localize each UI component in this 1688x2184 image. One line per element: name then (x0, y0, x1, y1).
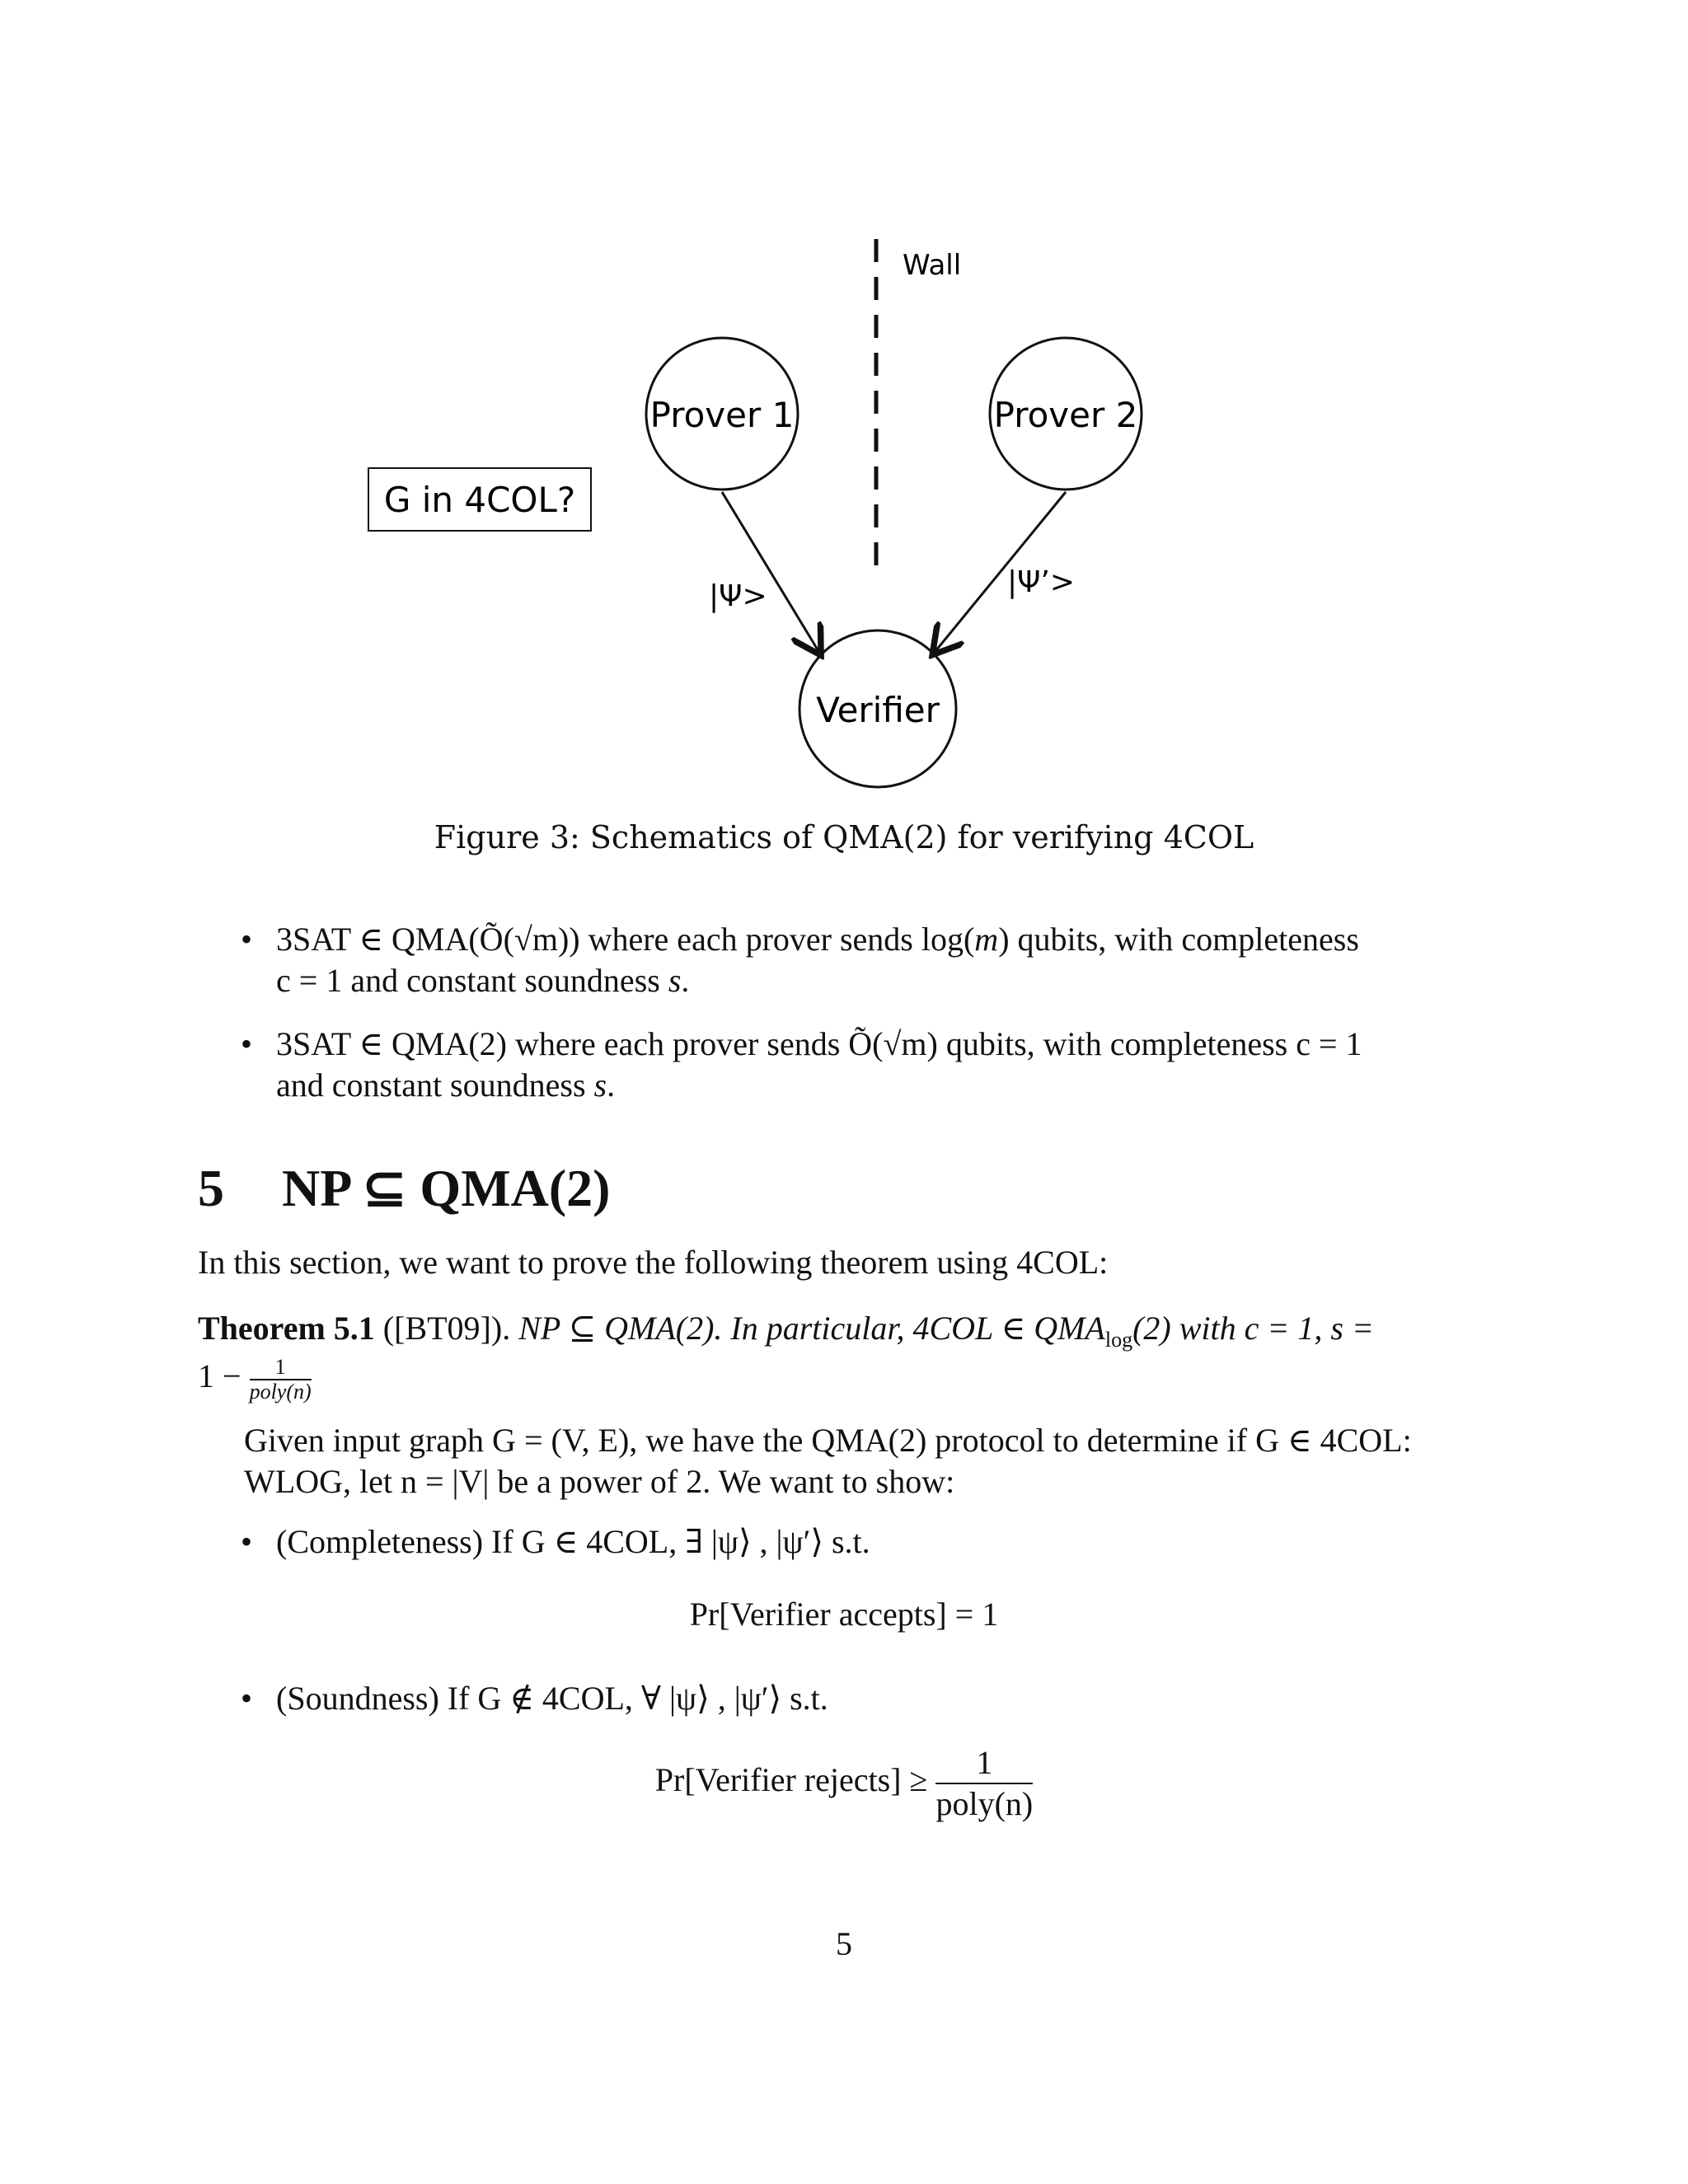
completeness-item: (Completeness) If G ∈ 4COL, ∃ |ψ⟩ , |ψ′⟩ s.t. (276, 1523, 870, 1560)
soundness-item: (Soundness) If G ∉ 4COL, ∀ |ψ⟩ , |ψ′⟩ s.t. (276, 1680, 828, 1717)
figure-caption: Figure 3: Schematics of QMA(2) for verifying 4COL (434, 819, 1254, 855)
bullet-dot: • (241, 1025, 253, 1062)
given-paragraph: Given input graph G = (V, E), we have the QMA(2) protocol to determine if G ∈ 4COL: WLOG, let n = |V| be a power of 2. We want to show: (244, 1422, 1412, 1500)
page-number: 5 (836, 1925, 852, 1962)
psi-prime-label: |Ψ’> (1007, 565, 1076, 599)
verifier-label: Verifier (816, 690, 940, 730)
theorem-label: Theorem 5.1 (198, 1310, 375, 1347)
psi-label: |Ψ> (709, 579, 767, 613)
question-text: G in 4COL? (383, 480, 576, 520)
arrow-prover1-to-verifier (722, 492, 818, 651)
section-number: 5 (198, 1159, 224, 1217)
bullet-3sat-2: 3SAT ∈ QMA(2) where each prover sends Õ(√m) qubits, with completeness c = 1 and constant soundness s. (276, 1025, 1362, 1104)
completeness-equation: Pr[Verifier accepts] = 1 (689, 1596, 999, 1633)
theorem-5-1: Theorem 5.1 ([BT09]). NP ⊆ QMA(2). In particular, 4COL ∈ $QMA_{log}(2)$ with c = 1, s = 1 − $\frac{1}{\text{poly(n)}}$ (198, 1310, 1374, 1404)
theorem-fraction: $\frac{1}{\text{poly(n)}}$ (249, 1355, 312, 1404)
prover2-label: Prover 2 (993, 395, 1138, 435)
soundness-fraction: $\frac{1}{\text{poly(n)}}$ (935, 1744, 1034, 1822)
section-title-text: NP ⊆ QMA(2) (282, 1159, 611, 1217)
wall-label: Wall (903, 249, 962, 282)
qma2-schematic-figure (0, 0, 1688, 907)
section-intro: In this section, we want to prove the following theorem using 4COL: (198, 1244, 1109, 1281)
bullet-3sat-1: 3SAT ∈ QMA(Õ(√m)) where each prover sends log(m) qubits, with completeness c = 1 and constant soundness s. (276, 921, 1359, 999)
bullet-dot: • (241, 921, 253, 958)
section-heading (198, 1158, 610, 1219)
bullet-dot: • (241, 1680, 253, 1717)
soundness-equation: Pr[Verifier rejects] ≥ $\frac{1}{\text{poly(n)}}$ (654, 1744, 1034, 1822)
bullet-dot: • (241, 1523, 253, 1560)
prover1-label: Prover 1 (649, 395, 795, 435)
